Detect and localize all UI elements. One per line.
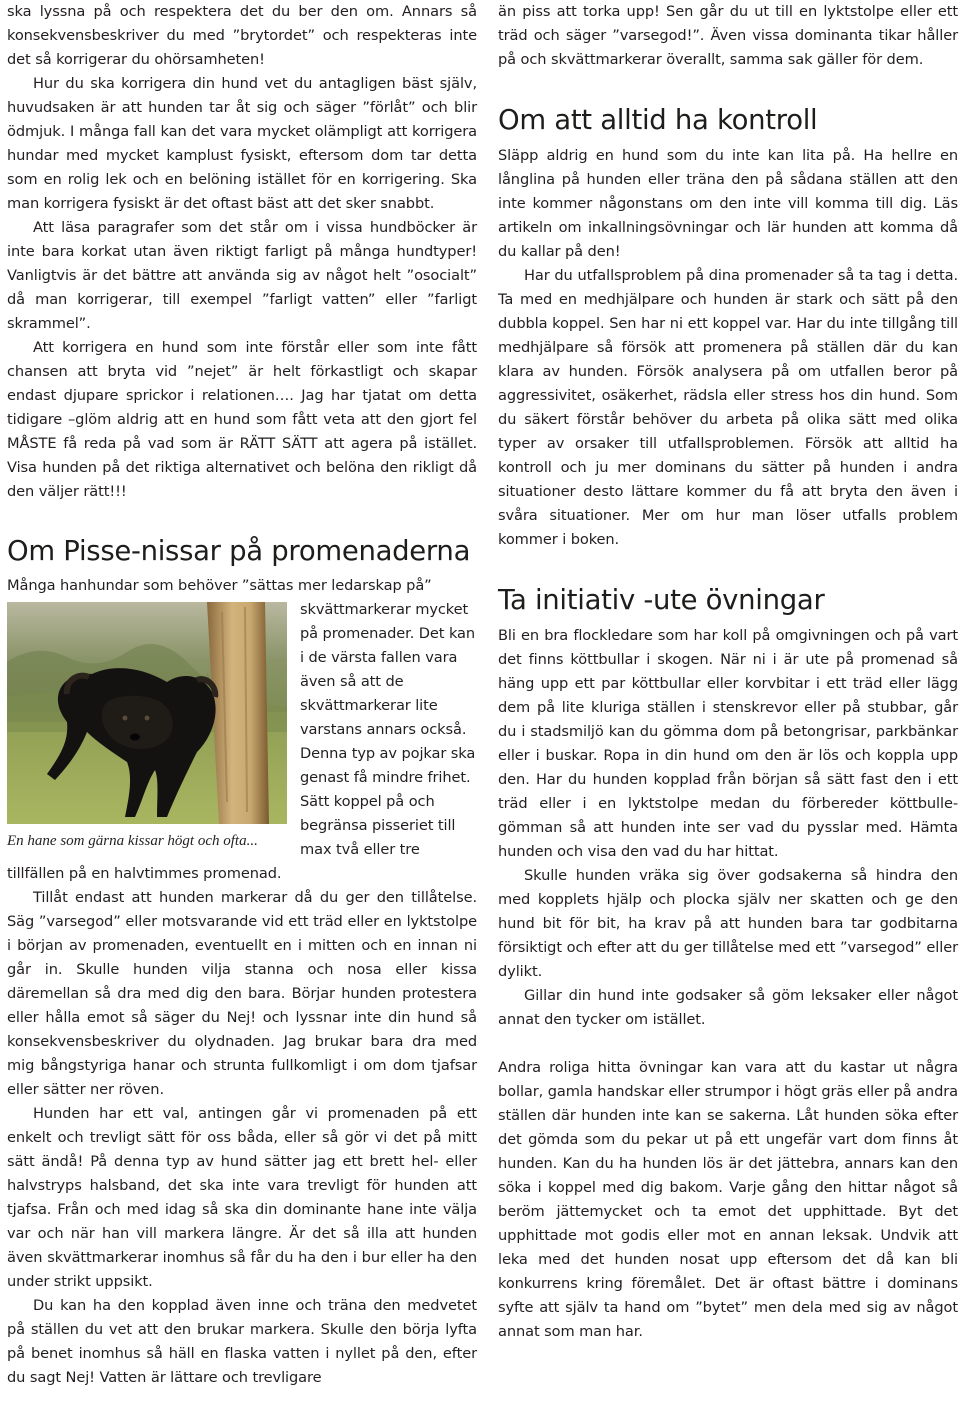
- right-paragraph-4: Bli en bra flockledare som har koll på omgivningen och på vart det finns köttbullar i skogen. När ni i är ute på promenad så häng upp ett par köttbullar eller korvbitar i ett träd eller lägg dem på lite kluriga ställen i stenskrevor eller på stubbar, går du i stadsmiljö kan du gömma dom på betongrisar, parkbänkar eller i buskar. Ropa in din hund om den är lös och koppla upp den. Har du hunden kopplad från början så sätt fast den i ett träd eller i en lyktstolpe medan du förbereder köttbulle-gömman så att hunden inte ser vad du pysslar med. Hämta hunden och visa den vad du har hittat.: [498, 627, 958, 860]
- heading-initiativ: Ta initiativ -ute övningar: [498, 584, 825, 616]
- right-paragraph-5: Skulle hunden vräka sig över godsakerna så hindra den med kopplets hjälp och plocka själv ner skatten och ge den hund bit för bit, ha krav på att hunden bara tar godbitarna försiktigt och efter att du ger tillåtelse med ett ”varsegod” eller dylikt.: [498, 867, 958, 980]
- left-paragraph-3: Att läsa paragrafer som det står om i vissa hundböcker är inte bara korkat utan även riktigt farligt på många hundtyper! Vanligtvis är det bättre att använda sig av något helt ”osocialt” då man korrigerar, till exempel ”farligt vatten” eller ”farligt skrammel”.: [7, 219, 477, 332]
- photo-caption: En hane som gärna kissar högt och ofta...: [7, 833, 258, 849]
- dog-figure: [7, 602, 290, 852]
- dog-marking-tree-illustration: [7, 602, 287, 824]
- right-paragraph-3: Har du utfallsproblem på dina promenader så ta tag i detta. Ta med en medhjälpare och hunden är stark och sätt på den dubbla koppel. Sen har ni ett koppel var. Har du inte tillgång till medhjälpare så försök att promenera på ställen där du kan klara av hunden. Försök analysera på om utfallen beror på aggressivitet, osäkerhet, rädsla eller stress hos din hund. Som du säkert förstår behöver du arbeta på olika sätt med olika typer av orsaker till utfallsproblemen. Försök att alltid ha kontroll och ju mer dominans du sätter på hunden i andra situationer desto lättare kommer du få att bryta den även i svåra situationer. Mer om hur man löser utfalls problem kommer i boken.: [498, 267, 958, 548]
- left-column: [7, 0, 477, 1390]
- right-paragraph-7: Andra roliga hitta övningar kan vara att du kastar ut några bollar, gamla handskar eller strumpor i högt gräs eller på andra ställen där hunden inte kan se sakerna. Låt hunden söka efter det gömda som du pekar ut på ett ungefär vart dom finns åt hunden. Kan du ha hunden lös är det jättebra, annars kan den söka i koppel med dig bakom. Varje gång den hittar något så beröm jättemycket och ta emot det upphittade. Byt det upphittade mot godis eller mot en annan leksak. Undvik att leka med det hunden nosat upp eftersom det då kan bli konkurrens kring föremålet. Det är oftast bättre i dominans syfte att själv ta hand om ”bytet” men dela med sig av något annat som man har.: [498, 1059, 958, 1340]
- left-paragraph-2: Hur du ska korrigera din hund vet du antagligen bäst själv, huvudsaken är att hunden tar åt sig och säger ”förlåt” och blir ödmjuk. I många fall kan det vara mycket olämpligt att korrigera hundar med mycket kamplust fysiskt, eftersom dom tar detta som en rolig lek och en belöning istället för en korrigering. Ska man korrigera fysiskt är det oftast bäst att det sker snabbt.: [7, 75, 477, 212]
- left-paragraph-5-lead: Många hanhundar som behöver ”sättas mer ledarskap på”: [7, 577, 432, 594]
- dog-photo: [7, 602, 287, 824]
- heading-pisse-nissar: Om Pisse-nissar på promenaderna: [7, 535, 471, 567]
- right-paragraph-2: Släpp aldrig en hund som du inte kan lita på. Ha hellre en långlina på hunden eller träna den på sådana ställen att den inte kommer någonstans om den inte vill komma till dig. Läs artikeln om inkallningsövningar och lär hunden att komma då du kallar på den!: [498, 147, 958, 260]
- left-paragraph-8: Du kan ha den kopplad även inne och träna den medvetet på ställen du vet att den brukar markera. Skulle den börja lyfta på benet inomhus så häll en flaska vatten i nyllet på den, efter du sagt Nej! Vatten är lättare och trevligare: [7, 1297, 477, 1386]
- heading-kontroll: Om att alltid ha kontroll: [498, 104, 818, 136]
- left-paragraph-1: ska lyssna på och respektera det du ber den om. Annars så konsekvensbeskriver du med ”brytordet” och respekteras inte det så korrigerar du ohörsamheten!: [7, 3, 477, 68]
- paragraph-spacer: [498, 1032, 958, 1056]
- right-column: [498, 0, 958, 1344]
- left-paragraph-5-wrap: skvättmarkerar mycket på promenader. Det kan i de värsta fallen vara även så att de skvättmarkerar lite varstans annars också. Denna typ av pojkar ska genast få mindre frihet. Sätt koppel på och begränsa pisseriet till max två eller tre tillfällen på en halvtimmes promenad.: [7, 601, 476, 882]
- left-paragraph-6: Tillåt endast att hunden markerar då du ger den tillåtelse. Säg ”varsegod” eller motsvarande vid ett träd eller en lyktstolpe i början av promenaden, eventuellt en i mitten och en innan ni går in. Skulle hunden vilja stanna och nosa eller kissa däremellan så dra med dig den bara. Börjar hunden protestera eller hålla emot så säger du Nej! och lyssnar inte din hund så konsekvensbeskriver du olydnaden. Jag brukar bara dra med mig bångstyriga hanar och strunta fullkomligt i om dom tjafsar eller sätter ner röven.: [7, 889, 477, 1098]
- left-paragraph-7: Hunden har ett val, antingen går vi promenaden på ett enkelt och trevligt sätt för oss båda, eller så gör vi det på mitt sätt ändå! På denna typ av hund sätter jag ett brett hel- eller halvstryps halsband, det ska inte vara trevligt för hunden att tjafsa. Från och med idag så ska din dominante hane inte välja var och när han vill markera längre. Är det så illa att hunden även skvättmarkerar inomhus så får du ha den i bur eller ha den under strikt uppsikt.: [7, 1105, 477, 1290]
- right-paragraph-6: Gillar din hund inte godsaker så göm leksaker eller något annat den tycker om istället.: [498, 987, 958, 1028]
- right-paragraph-1: än piss att torka upp! Sen går du ut till en lyktstolpe eller ett träd och säger ”varsegod!”. Även vissa dominanta tikar håller på och skvättmarkerar överallt, samma sak gäller för dem.: [498, 3, 958, 68]
- left-paragraph-4: Att korrigera en hund som inte förstår eller som inte fått chansen att bryta vid ”nejet” är helt förkastligt och skapar endast djupare sprickor i relationen…. Jag har tjatat om detta tidigare –glöm aldrig att en hund som fått veta att den gjort fel MÅSTE få reda på vad som är RÄTT SÄTT att agera på istället. Visa hunden på det riktiga alternativet och belöna den rikligt då den väljer rätt!!!: [7, 339, 477, 500]
